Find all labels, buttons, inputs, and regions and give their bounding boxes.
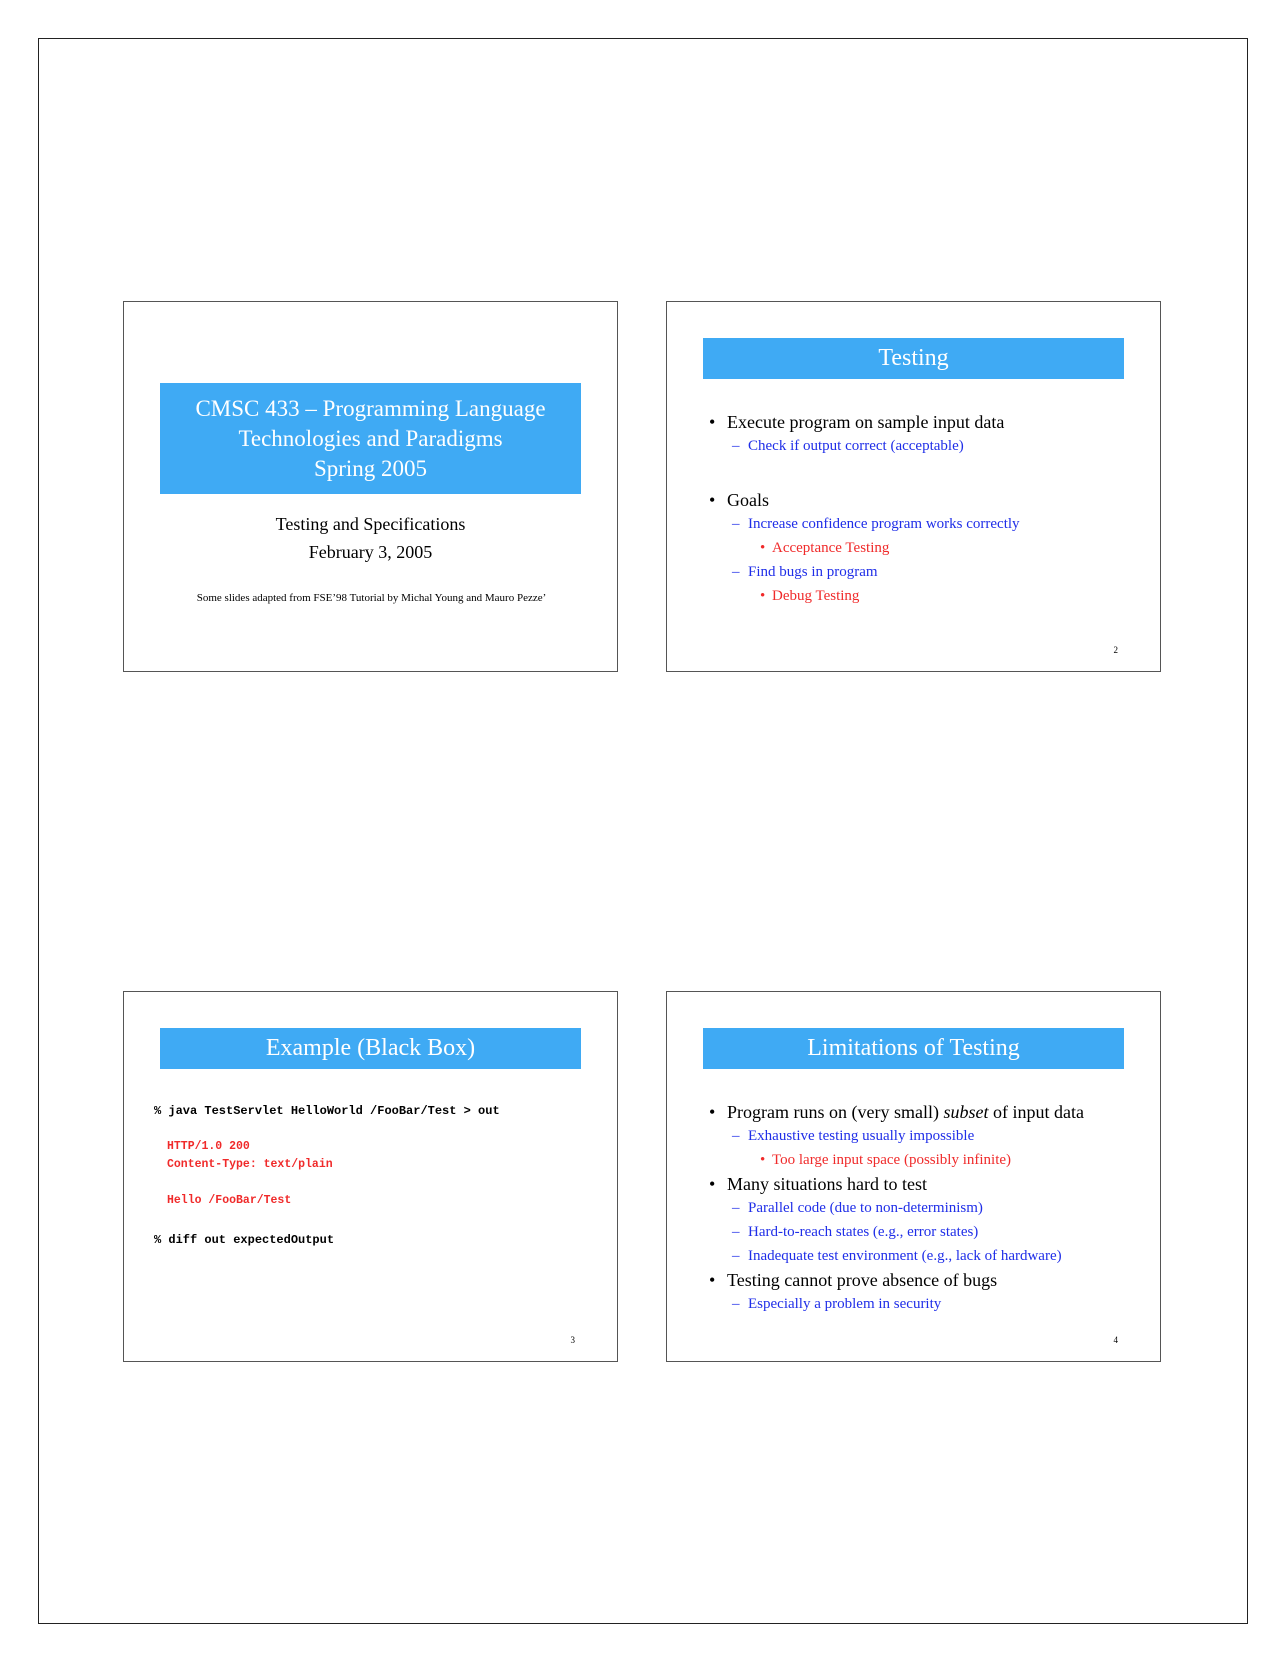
sub-bullet-item: – Check if output correct (acceptable) (707, 434, 1147, 458)
code-command: % diff out expectedOutput (154, 1233, 335, 1247)
sub-bullet-item: – Increase confidence program works correctly (707, 512, 1147, 536)
sub-bullet-item: – Hard-to-reach states (e.g., error states) (707, 1220, 1147, 1244)
slide-title: Example (Black Box) (160, 1028, 581, 1069)
cover-date: February 3, 2005 (308, 542, 433, 562)
slide-testing (666, 301, 1161, 672)
sub-bullet-item: – Exhaustive testing usually impossible (707, 1124, 1147, 1148)
bullet-emphasis: subset (943, 1102, 989, 1122)
sub-sub-bullet-item: • Debug Testing (707, 584, 1147, 608)
slide-example (123, 991, 618, 1362)
page-number: 3 (570, 1335, 575, 1345)
page-frame (38, 38, 1248, 1624)
cover-title-line-2: Technologies and Paradigms (238, 425, 503, 451)
sub-bullet-item: – Parallel code (due to non-determinism) (707, 1196, 1147, 1220)
sub-bullet-item: – Find bugs in program (707, 560, 1147, 584)
bullet-item: • Execute program on sample input data (707, 410, 1147, 434)
bullet-item: • Testing cannot prove absence of bugs (707, 1268, 1147, 1292)
code-output-line: Hello /FooBar/Test (167, 1194, 292, 1207)
bullet-list (707, 410, 1147, 608)
bullet-item: • Many situations hard to test (707, 1172, 1147, 1196)
page-number: 2 (1113, 645, 1118, 655)
code-output-line: Content-Type: text/plain (167, 1158, 333, 1171)
sub-bullet-item: – Inadequate test environment (e.g., lack of hardware) (707, 1244, 1147, 1268)
bullet-item (707, 1100, 1147, 1124)
bullet-list (707, 1100, 1147, 1316)
cover-credit: Some slides adapted from FSE’98 Tutorial by Michal Young and Mauro Pezze’ (196, 592, 547, 604)
bullet-item: • Goals (707, 488, 1147, 512)
cover-title-box (160, 383, 581, 494)
bullet-text: of input data (988, 1102, 1084, 1122)
slide-cover (123, 301, 618, 672)
page-number: 4 (1113, 1335, 1118, 1345)
slide-title: Testing (703, 338, 1124, 379)
cover-subtitle: Testing and Specifications (275, 514, 466, 534)
slide-title: Limitations of Testing (703, 1028, 1124, 1069)
sub-bullet-item: – Especially a problem in security (707, 1292, 1147, 1316)
bullet-text: Program runs on (very small) (727, 1102, 944, 1122)
code-command: % java TestServlet HelloWorld /FooBar/Test > out (154, 1104, 500, 1118)
sub-sub-bullet-item: • Too large input space (possibly infinite) (707, 1148, 1147, 1172)
code-output-line: HTTP/1.0 200 (167, 1140, 250, 1153)
cover-title-line-3: Spring 2005 (313, 455, 428, 481)
cover-title-line-1: CMSC 433 – Programming Language (195, 395, 546, 421)
sub-sub-bullet-item: • Acceptance Testing (707, 536, 1147, 560)
slide-limitations (666, 991, 1161, 1362)
